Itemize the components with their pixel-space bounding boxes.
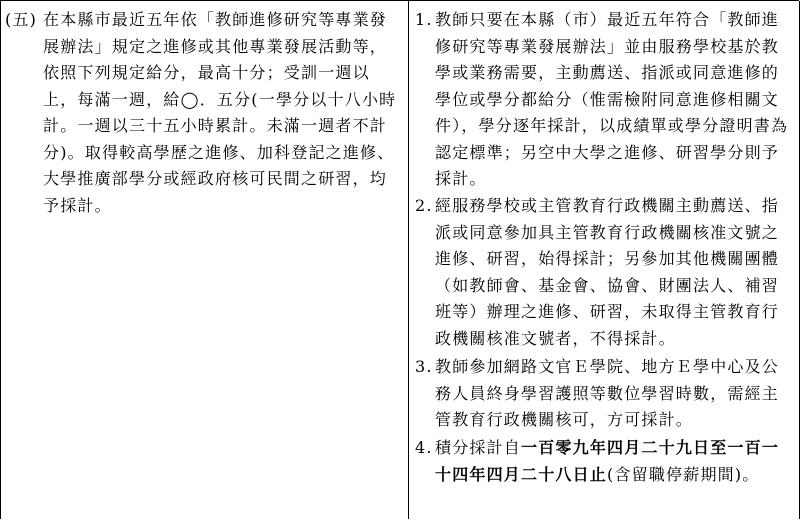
date-prefix: 積分採計自 bbox=[435, 438, 522, 457]
list-text bbox=[435, 435, 789, 488]
right-column bbox=[409, 1, 800, 519]
left-column bbox=[1, 1, 409, 519]
list-number: 2. bbox=[415, 196, 433, 215]
list-number: 1. bbox=[415, 10, 433, 29]
list-item bbox=[415, 354, 795, 434]
left-text: 在本縣市最近五年依「教師進修研究等專業發展辦法」規定之進修或其他專業發展活動等，依照下列規定給分，最高十分；受訓一週以上，每滿一週，給◯．五分(一學分以十八小時計。一週以三十五小時累計。未滿一週者不計分)。取得較高學歷之進修、加科登記之進修、大學推廣部學分或經政府核可民間之研習，均予採計。 bbox=[43, 10, 397, 215]
list-number: 4. bbox=[415, 438, 433, 457]
left-cell bbox=[5, 7, 405, 219]
list-text: 教師參加網路文官Ｅ學院、地方Ｅ學中心及公務人員終身學習護照等數位學習時數，需經主管教育行政機關核可，方可採計。 bbox=[435, 357, 780, 429]
list-text: 教師只要在本縣（市）最近五年符合「教師進修研究等專業發展辦法」並由服務學校基於教學或業務需要，主動薦送、指派或同意進修的學位或學分都給分（惟需檢附同意進修相關文件），學分逐年採計，以成績單或學分證明書為認定標準；另空中大學之進修、研習學分則予採計。 bbox=[435, 10, 789, 188]
list-item bbox=[415, 193, 795, 352]
item-label: (五) bbox=[5, 10, 38, 29]
date-suffix: (含留職停薪期間)。 bbox=[607, 464, 760, 484]
list-text: 經服務學校或主管教育行政機關主動薦送、指派或同意參加具主管教育行政機關核准文號之進修、研習，始得採計；另參加其他機關團體（如教師會、基金會、協會、財團法人、補習班等）辦理之進修、研習，未取得主管教育行政機關核准文號者，不得採計。 bbox=[435, 196, 780, 348]
list-number: 3. bbox=[415, 357, 433, 376]
list-item bbox=[415, 435, 795, 488]
date-range: 一百零九年四月二十九日至一百一十四年四月二十八日止 bbox=[435, 438, 780, 484]
list-item bbox=[415, 7, 795, 193]
